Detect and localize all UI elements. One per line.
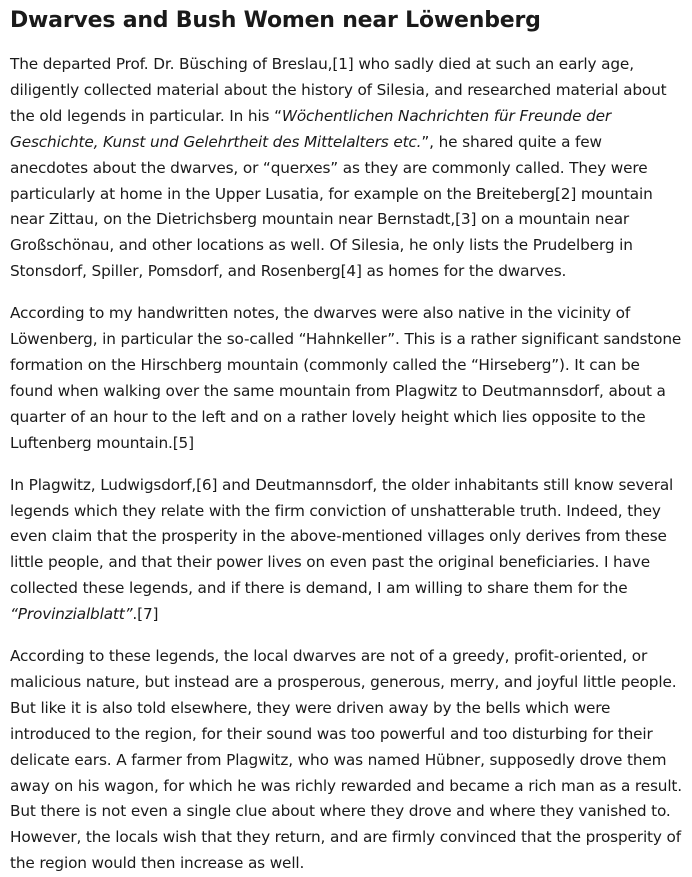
paragraph-1-text-b: who sadly died at such an early age, diligently collected material about the history of Silesia, and researched material about the old legends in particular. In his “	[10, 55, 667, 125]
paragraph-3-text-c: .	[132, 605, 138, 624]
paragraph-3-text-b: and Deutmannsdorf, the older inhabitants still know several legends which they relate with the firm conviction of unshatterable truth. Indeed, they even claim that the prosperity in the above-mentioned villages only derives from these little people, and that their power lives on even past the original beneficiaries. I have collected these legends, and if there is demand, I am willing to share them for the	[10, 475, 674, 598]
provinzialblatt-title: “Provinzialblatt”	[10, 605, 133, 624]
page-title: Dwarves and Bush Women near Löwenberg	[10, 8, 541, 33]
paragraph-4-text-a: According to these legends, the local dwarves are not of a greedy, profit-oriented, or malicious nature, but instead are a prosperous, generous, merry, and joyful little people. But like it is also told elsewhere, they were driven away by the bells which were introduced to the region, for their sound was too powerful and too disturbing for their delicate ears. A farmer from Plagwitz, who was named Hübner, supposedly drove them away on his wagon, for which he was richly rewarded and became a rich man as a result. But there is not even a single clue about where they drove and where they vanished to. However, the locals wish that they return, and are firmly convinced that the prosperity of the region would then increase as well.	[10, 647, 682, 873]
footnote-ref-4[interactable]: [4]	[340, 262, 362, 281]
footnote-ref-3[interactable]: [3]	[455, 210, 477, 229]
paragraph-2	[10, 301, 682, 456]
paragraph-3-text-a: In Plagwitz, Ludwigsdorf,	[10, 475, 197, 494]
footnote-ref-5[interactable]: [5]	[172, 433, 194, 452]
footnote-ref-2[interactable]: [2]	[554, 184, 577, 203]
paragraph-1-text-a: The departed Prof. Dr. Büsching of Breslau,	[10, 55, 333, 73]
paragraph-3	[10, 473, 682, 628]
paragraph-1-text-f: as homes for the dwarves.	[361, 262, 567, 281]
paragraph-1-text-e: on a mountain near Großschönau, and other locations as well. Of Silesia, he only lists the Prudelberg in Stonsdorf, Spiller, Pomsdorf, and Rosenberg	[10, 210, 633, 281]
paragraph-4	[10, 644, 682, 877]
footnote-ref-7[interactable]: [7]	[137, 605, 159, 624]
paragraph-1	[10, 52, 682, 285]
paragraph-1-text-d: mountain near Zittau, on the Dietrichsberg mountain near Bernstadt,	[10, 184, 653, 229]
paragraph-2-text-a: According to my handwritten notes, the dwarves were also native in the vicinity of Löwenberg, in particular the so-called “Hahnkeller”. This is a rather significant sandstone formation on the Hirschberg mountain (commonly called the “Hirseberg”). It can be found when walking over the same mountain from Plagwitz to Deutmannsdorf, about a quarter of an hour to the left and on a rather lovely height which lies opposite to the Luftenberg mountain.	[10, 304, 682, 452]
publication-title: Wöchentlichen Nachrichten für Freunde der Geschichte, Kunst und Gelehrtheit des Mittelalters etc.	[10, 106, 612, 151]
paragraph-1-text-c: ”, he shared quite a few anecdotes about the dwarves, or “querxes” as they are commonly called. They were particularly at home in the Upper Lusatia, for example on the Breiteberg	[10, 132, 648, 203]
footnote-ref-1[interactable]: [1]	[332, 55, 354, 73]
footnote-ref-6[interactable]: [6]	[196, 475, 218, 494]
